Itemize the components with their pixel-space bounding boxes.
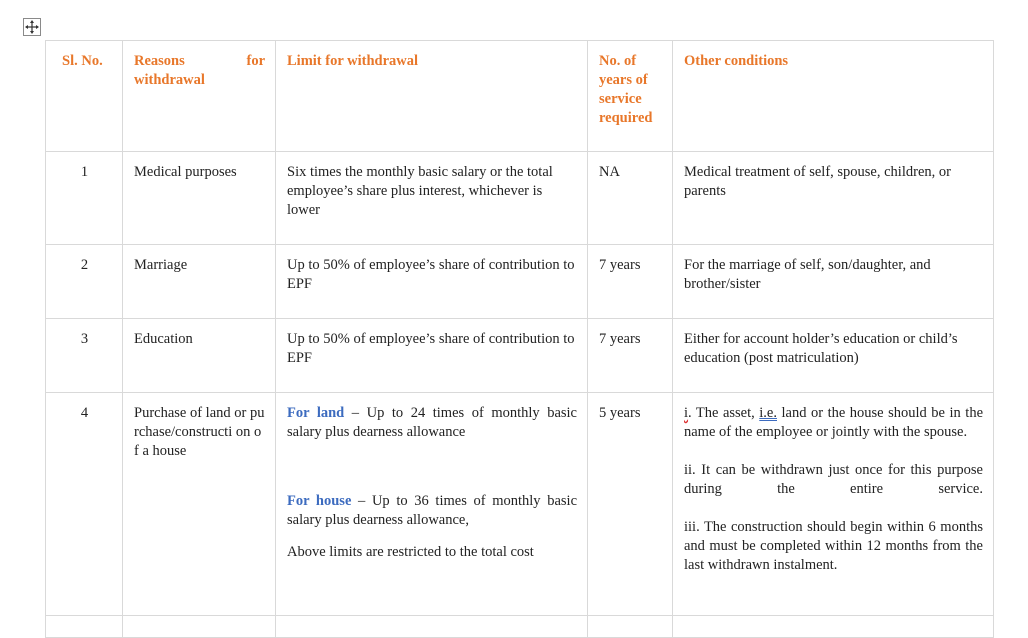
limit-land [287, 404, 577, 442]
row-conditions: Either for account holder’s education or child’s education (post matriculation) [673, 319, 994, 393]
grammar-flag-ie[interactable]: i.e. [759, 405, 777, 421]
row-sl-no: 1 [46, 152, 123, 245]
condition-ii: ii. It can be withdrawn just once for this purpose during the entire service. [684, 462, 983, 497]
table-row [46, 319, 994, 393]
row-limit: Six times the monthly basic salary or the total employee’s share plus interest, whichever is lower [276, 152, 588, 245]
limit-house-text: – Up to 36 times of monthly basic salary plus dearness allowance, [287, 493, 578, 528]
limit-land-text: – Up to 24 times of monthly basic salary plus dearness allowance [287, 405, 577, 440]
spell-flag-i[interactable]: i [684, 405, 689, 421]
table-row [46, 152, 994, 245]
header-row [46, 41, 994, 152]
header-reasons-word2: for [246, 53, 265, 69]
row-limit: Up to 50% of employee’s share of contribution to EPF [276, 245, 588, 319]
row-reason: Marriage [123, 245, 276, 319]
condition-i-text-b: land or the house should be in the name of the employee or jointly with the spouse. [684, 405, 984, 440]
row-conditions [673, 393, 994, 616]
row-conditions: Medical treatment of self, spouse, children, or parents [673, 152, 994, 245]
header-reasons-word1: Reasons [134, 53, 185, 69]
row-reason: Education [123, 319, 276, 393]
row-years: 5 years [588, 393, 673, 616]
condition-i-text-a: . The asset, [688, 405, 760, 421]
row-limit: Up to 50% of employee’s share of contribution to EPF [276, 319, 588, 393]
limit-note: Above limits are restricted to the total cost [287, 544, 534, 560]
row-sl-no: 2 [46, 245, 123, 319]
table-move-handle[interactable] [23, 18, 41, 36]
row-sl-no: 3 [46, 319, 123, 393]
header-years: No. of years of service required [588, 41, 673, 152]
header-reasons [123, 41, 276, 152]
row-limit [276, 393, 588, 616]
condition-i [684, 404, 983, 442]
row-years: 7 years [588, 245, 673, 319]
header-sl-no: Sl. No. [46, 41, 123, 152]
header-conditions: Other conditions [673, 41, 994, 152]
row-reason: Medical purposes [123, 152, 276, 245]
row-years: 7 years [588, 319, 673, 393]
table-row [46, 393, 994, 616]
table-row [46, 245, 994, 319]
withdrawal-table [45, 40, 994, 638]
condition-iii: iii. The construction should begin within 6 months and must be completed within 12 months from the last withdrawn instalment. [684, 519, 983, 573]
limit-house-label: For house [287, 493, 352, 509]
limit-land-label: For land [287, 405, 345, 421]
header-limit: Limit for withdrawal [276, 41, 588, 152]
move-arrows-icon [24, 19, 40, 35]
row-sl-no: 4 [46, 393, 123, 616]
header-reasons-word3: withdrawal [134, 72, 205, 88]
row-conditions: For the marriage of self, son/daughter, and brother/sister [673, 245, 994, 319]
limit-house [287, 492, 577, 530]
table-row-partial [46, 616, 994, 638]
row-years: NA [588, 152, 673, 245]
row-reason: Purchase of land or purchase/constructi on of a house [123, 393, 276, 616]
